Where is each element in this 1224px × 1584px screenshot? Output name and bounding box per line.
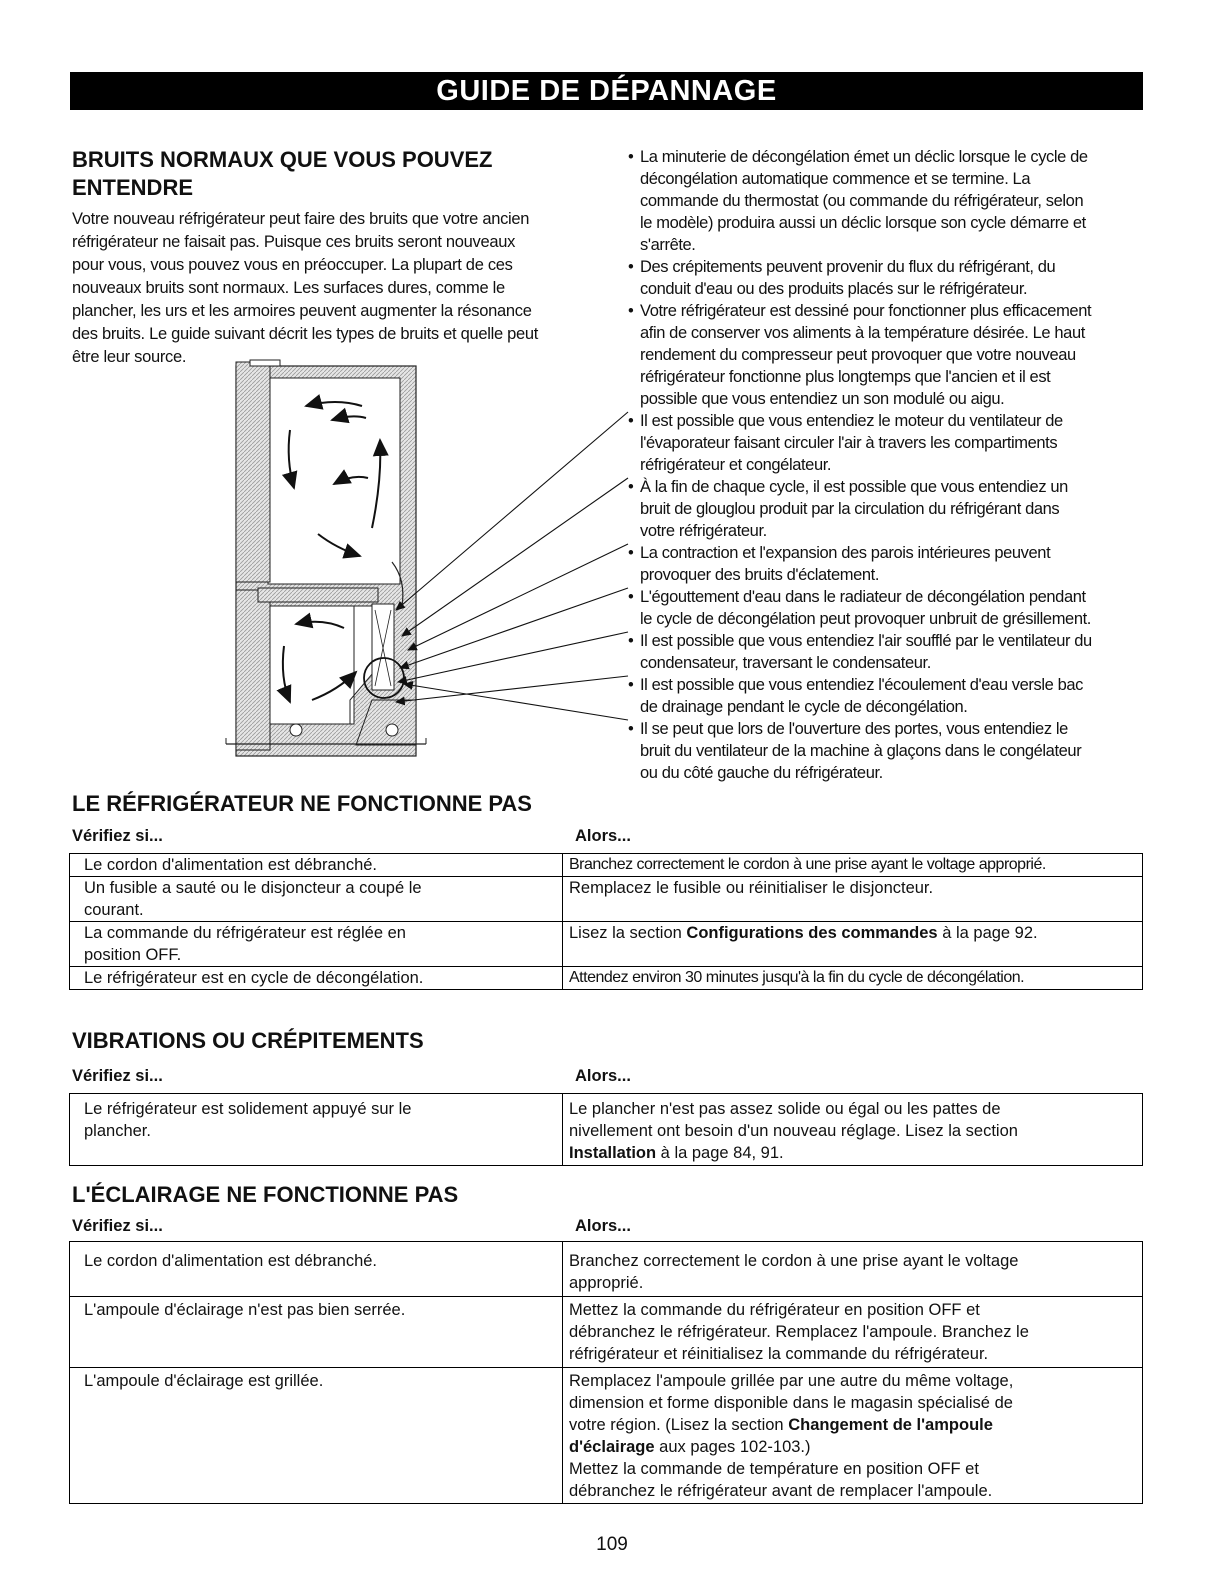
table-vibrations	[69, 1093, 1143, 1166]
bullet-line: de drainage pendant le cycle de décongélation.	[640, 698, 968, 716]
cell-line: Mettez la commande du réfrigérateur en position OFF et	[569, 1301, 980, 1319]
table-row	[70, 1297, 1143, 1368]
cell-line: Le réfrigérateur est solidement appuyé sur le	[84, 1100, 412, 1118]
intro-line: des bruits. Le guide suivant décrit les types de bruits et quelle peut	[72, 325, 539, 343]
bullet-line: • L'égouttement d'eau dans le radiateur de décongélation pendant	[640, 588, 1086, 606]
callout-lines	[396, 412, 628, 720]
table-row	[70, 967, 1143, 990]
column-header-check: Vérifiez si...	[72, 1217, 163, 1235]
table-cell-then: Remplacez le fusible ou réinitialiser le disjoncteur.	[563, 877, 1143, 922]
section-title-vibrations: VIBRATIONS OU CRÉPITEMENTS	[72, 1028, 424, 1053]
cell-bold-text: d'éclairage	[569, 1438, 655, 1456]
bullet-line: le cycle de décongélation peut provoquer unbruit de grésillement.	[640, 610, 1091, 628]
table-cell-check: Le réfrigérateur est en cycle de décongélation.	[70, 967, 563, 990]
cell-text: Lisez la section	[569, 924, 687, 942]
table-row	[70, 1242, 1143, 1297]
intro-line: réfrigérateur ne faisait pas. Puisque ces bruits seront nouveaux	[72, 233, 516, 251]
table-row	[70, 854, 1143, 877]
cell-line: débranchez le réfrigérateur avant de remplacer l'ampoule.	[569, 1482, 993, 1500]
bullet-line: décongélation automatique commence et se termine. La	[640, 170, 1031, 188]
cell-line: position OFF.	[84, 946, 182, 964]
table-cell-check	[70, 922, 563, 967]
table-row	[70, 1094, 1143, 1166]
list-item	[628, 476, 1148, 542]
list-item	[628, 146, 1148, 256]
table-cell-then: Branchez correctement le cordon à une prise ayant le voltage approprié.	[563, 854, 1143, 877]
cell-line: courant.	[84, 901, 144, 919]
intro-line: nouveaux bruits sont normaux. Les surfaces dures, comme le	[72, 279, 505, 297]
cell-line: débranchez le réfrigérateur. Remplacez l'ampoule. Branchez le	[569, 1323, 1029, 1341]
cell-line: réfrigérateur et réinitialisez la commande du réfrigérateur.	[569, 1345, 989, 1363]
cell-bold-text: Installation	[569, 1144, 657, 1162]
list-item	[628, 718, 1148, 784]
cell-line: Mettez la commande de température en position OFF et	[569, 1460, 979, 1478]
column-header-then: Alors...	[575, 1217, 631, 1235]
cell-line: nivellement ont besoin d'un nouveau réglage. Lisez la section	[569, 1122, 1018, 1140]
table-cell-check: Le cordon d'alimentation est débranché.	[70, 1242, 563, 1297]
intro-line: pour vous, vous pouvez vous en préoccuper. La plupart de ces	[72, 256, 513, 274]
list-item	[628, 256, 1148, 300]
table-cell-then	[563, 1368, 1143, 1504]
cell-line: Le plancher n'est pas assez solide ou égal ou les pattes de	[569, 1100, 1001, 1118]
cell-line: Remplacez l'ampoule grillée par une autre du même voltage,	[569, 1372, 1014, 1390]
cell-line: approprié.	[569, 1274, 644, 1292]
bullet-line: • Il est possible que vous entendiez l'écoulement d'eau versle bac	[640, 676, 1083, 694]
cell-text: votre région. (Lisez la section	[569, 1416, 789, 1434]
bullet-line: s'arrête.	[640, 236, 696, 254]
cell-line	[569, 1414, 1136, 1436]
table-cell-then	[563, 1094, 1143, 1166]
bullet-line: conduit d'eau ou des produits placés sur le réfrigérateur.	[640, 280, 1028, 298]
noise-bullet-list	[628, 146, 1148, 784]
list-item	[628, 300, 1148, 410]
bullet-line: • Des crépitements peuvent provenir du flux du réfrigérant, du	[640, 258, 1056, 276]
bullet-line: condensateur, traversant le condensateur.	[640, 654, 931, 672]
bullet-line: l'évaporateur faisant circuler l'air à travers les compartiments	[640, 434, 1058, 452]
bullet-line: • La minuterie de décongélation émet un déclic lorsque le cycle de	[640, 148, 1088, 166]
bullet-line: bruit du ventilateur de la machine à glaçons dans le congélateur	[640, 742, 1082, 760]
section-title-lighting: L'ÉCLAIRAGE NE FONCTIONNE PAS	[72, 1182, 459, 1207]
column-header-check: Vérifiez si...	[72, 1067, 163, 1085]
table-cell-then	[563, 1242, 1143, 1297]
cell-line: La commande du réfrigérateur est réglée en	[84, 924, 406, 942]
cell-line: Un fusible a sauté ou le disjoncteur a coupé le	[84, 879, 422, 897]
table-cell-check: Le cordon d'alimentation est débranché.	[70, 854, 563, 877]
table-row	[70, 922, 1143, 967]
section-title-line: ENTENDRE	[72, 175, 194, 200]
table-cell-check	[70, 1094, 563, 1166]
table-row	[70, 1368, 1143, 1504]
intro-line: Votre nouveau réfrigérateur peut faire des bruits que votre ancien	[72, 210, 530, 228]
table-cell-check	[70, 877, 563, 922]
bullet-line: réfrigérateur et congélateur.	[640, 456, 832, 474]
list-item	[628, 542, 1148, 586]
column-header-then: Alors...	[575, 1067, 631, 1085]
bullet-line: • À la fin de chaque cycle, il est possible que vous entendiez un	[640, 478, 1068, 496]
table-row	[70, 877, 1143, 922]
bullet-line: • Il est possible que vous entendiez le moteur du ventilateur de	[640, 412, 1063, 430]
bullet-line: provoquer des bruits d'éclatement.	[640, 566, 880, 584]
page-number: 109	[596, 1534, 628, 1555]
table-cell-check: L'ampoule d'éclairage n'est pas bien serrée.	[70, 1297, 563, 1368]
bullet-line: • Votre réfrigérateur est dessiné pour fonctionner plus efficacement	[640, 302, 1092, 320]
bullet-line: commande du thermostat (ou commande du réfrigérateur, selon	[640, 192, 1084, 210]
bullet-line: • Il se peut que lors de l'ouverture des portes, vous entendiez le	[640, 720, 1068, 738]
list-item	[628, 674, 1148, 718]
table-cell-then	[563, 922, 1143, 967]
page-banner: GUIDE DE DÉPANNAGE	[70, 72, 1143, 110]
table-not-running	[69, 853, 1143, 990]
bullet-line: • La contraction et l'expansion des parois intérieures peuvent	[640, 544, 1051, 562]
intro-line: plancher, les urs et les armoires peuvent augmenter la résonance	[72, 302, 532, 320]
table-cell-then	[563, 1297, 1143, 1368]
cell-line: Branchez correctement le cordon à une prise ayant le voltage	[569, 1252, 1019, 1270]
cell-line	[569, 1436, 1136, 1458]
bullet-line: possible que vous entendiez un son modulé ou aigu.	[640, 390, 1005, 408]
cell-bold-text: Configurations des commandes	[686, 924, 938, 942]
cell-text: à la page 84, 91.	[656, 1144, 784, 1162]
section-title-not-running: LE RÉFRIGÉRATEUR NE FONCTIONNE PAS	[72, 791, 532, 816]
column-header-check: Vérifiez si...	[72, 827, 163, 845]
section-title-line: BRUITS NORMAUX QUE VOUS POUVEZ	[72, 147, 493, 172]
list-item	[628, 586, 1148, 630]
cell-line: plancher.	[84, 1122, 151, 1140]
bullet-line: • Il est possible que vous entendiez l'air soufflé par le ventilateur du	[640, 632, 1092, 650]
list-item	[628, 410, 1148, 476]
cell-line: dimension et forme disponible dans le magasin spécialisé de	[569, 1394, 1013, 1412]
table-cell-check: L'ampoule d'éclairage est grillée.	[70, 1368, 563, 1504]
bullet-line: bruit de glouglou produit par la circulation du réfrigérant dans	[640, 500, 1060, 518]
cell-text: à la page 92.	[937, 924, 1038, 942]
column-header-then: Alors...	[575, 827, 631, 845]
cell-bold-text: Changement de l'ampoule	[788, 1416, 993, 1434]
bullet-line: ou du côté gauche du réfrigérateur.	[640, 764, 883, 782]
list-item	[628, 630, 1148, 674]
bullet-line: votre réfrigérateur.	[640, 522, 767, 540]
cell-text: aux pages 102-103.)	[654, 1438, 811, 1456]
table-cell-then: Attendez environ 30 minutes jusqu'à la fin du cycle de décongélation.	[563, 967, 1143, 990]
bullet-line: le modèle) produira aussi un déclic lorsque son cycle démarre et	[640, 214, 1086, 232]
bullet-line: rendement du compresseur peut provoquer que votre nouveau	[640, 346, 1076, 364]
cell-line	[569, 1142, 1136, 1164]
table-lighting	[69, 1241, 1143, 1504]
fridge-body	[226, 360, 426, 756]
intro-line: être leur source.	[72, 348, 187, 366]
bullet-line: afin de conserver vos aliments à la température désirée. Le haut	[640, 324, 1085, 342]
bullet-line: réfrigérateur fonctionne plus longtemps que l'ancien et il est	[640, 368, 1051, 386]
